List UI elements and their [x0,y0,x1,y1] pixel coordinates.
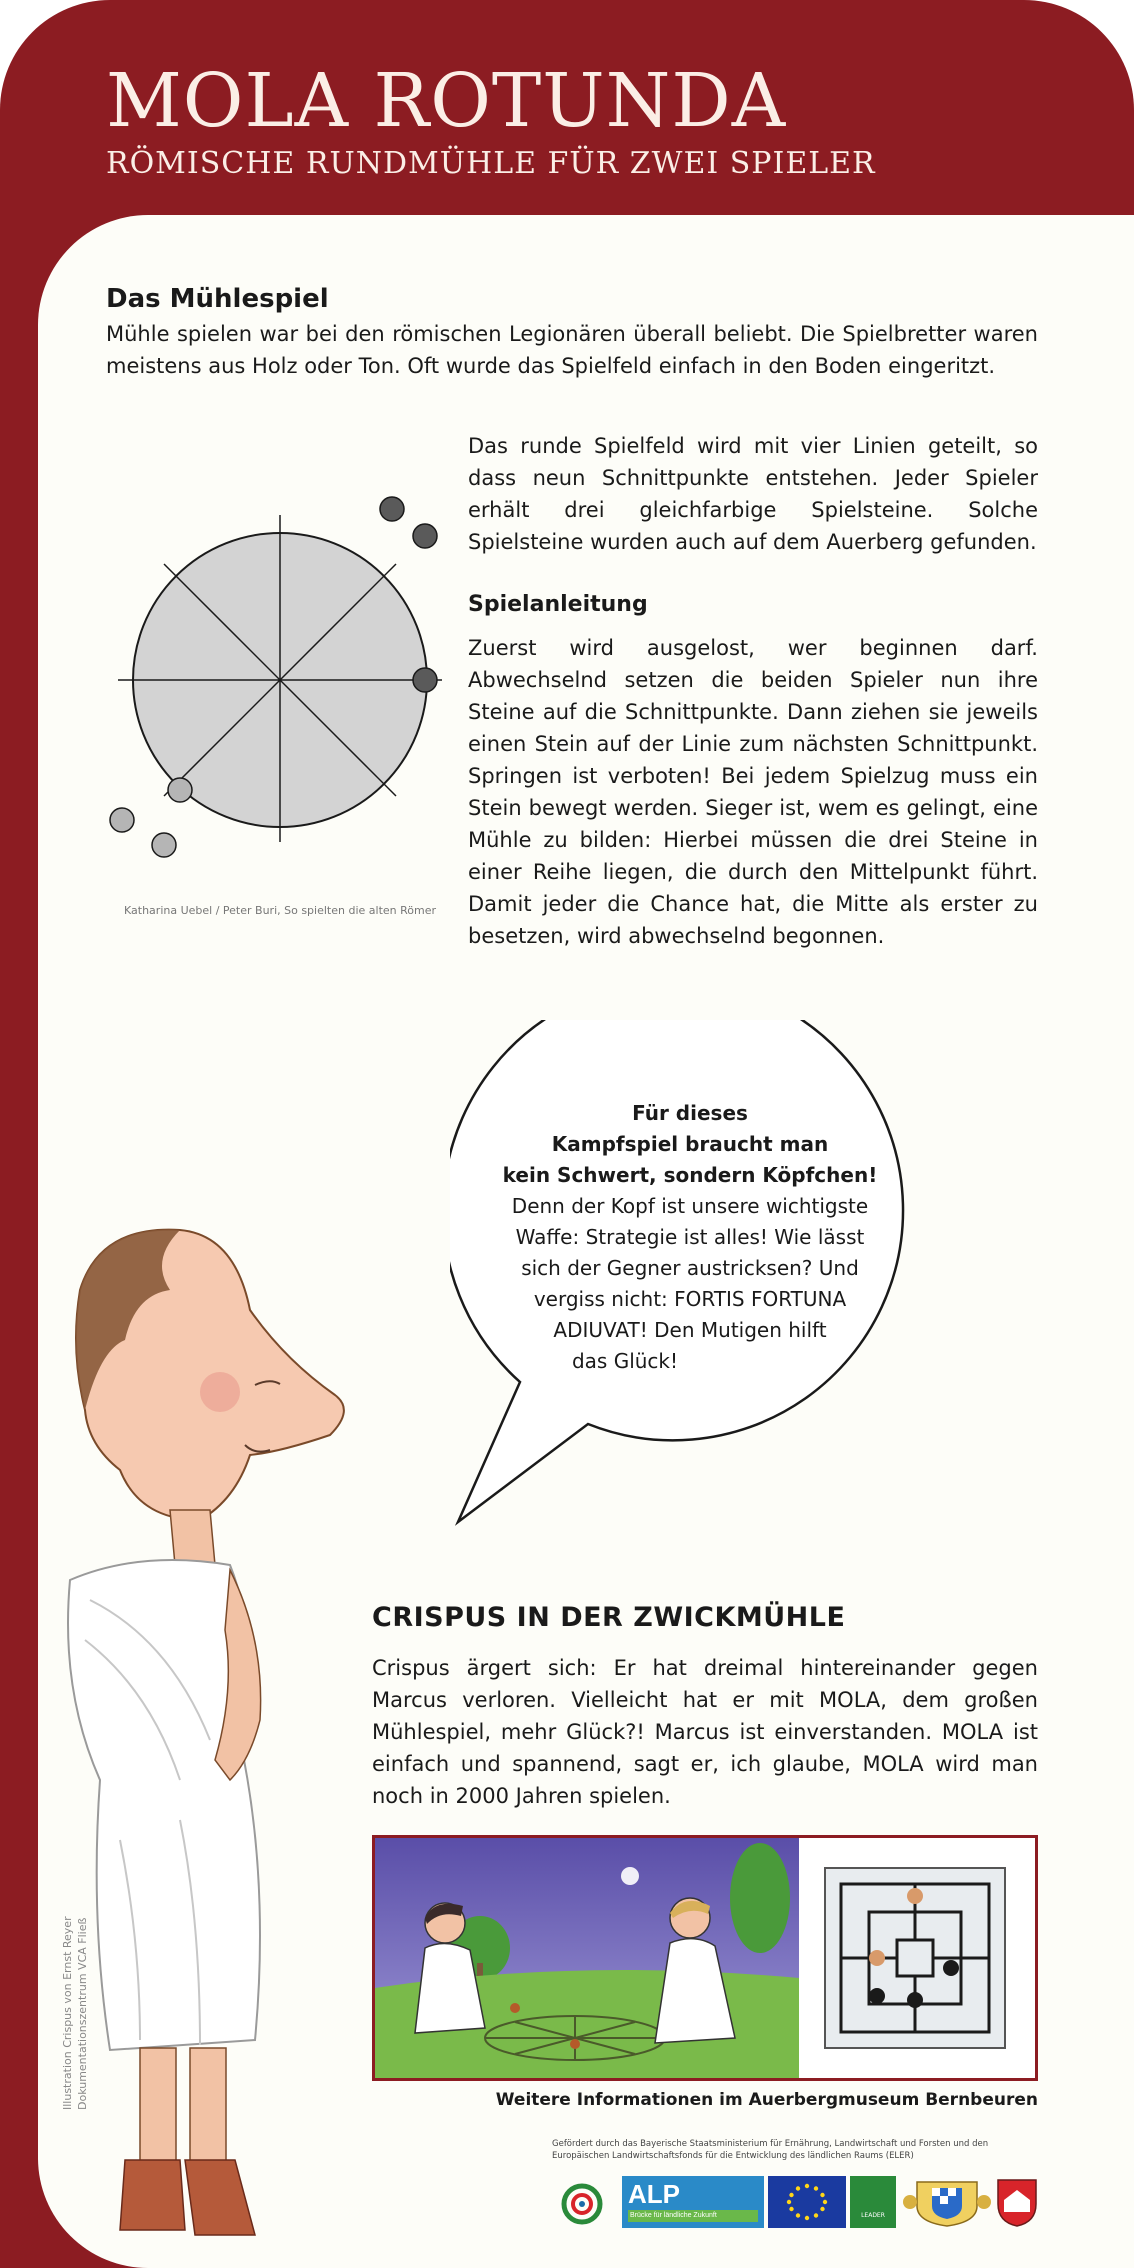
bubble-line: Denn der Kopf ist unsere wichtigste [511,1194,869,1218]
intro-heading: Das Mühlespiel [106,284,329,314]
alp-logo-label: ALP [628,2179,680,2209]
crispus-sandal [120,2160,185,2230]
bubble-line: Für dieses [632,1101,748,1125]
bubble-line: Waffe: Strategie ist alles! Wie lässt [515,1225,865,1249]
crispus-leg [190,2048,226,2168]
picture-frame [372,1835,1038,2081]
illustration-credit-line: Illustration Crispus von Ernst Reyer [61,1916,74,2110]
eu-flag-logo [768,2176,846,2228]
speech-bubble-text [480,1098,900,1377]
bubble-line: ADIUVAT! Den Mutigen hilft [553,1318,827,1342]
light-stone [110,808,134,832]
funding-note: Gefördert durch das Bayerische Staatsministerium für Ernährung, Landwirtschaft und Forsten und den Europäischen Landwirtschaftsfonds für die Entwicklung des ländlichen Raums (ELER) [552,2139,989,2161]
alp-logo [622,2176,764,2228]
leader-logo-label: LEADER [861,2212,885,2219]
bubble-line: das Glück! [571,1349,679,1373]
rules-heading: Spielanleitung [468,592,648,617]
more-info-line: Weitere Informationen im Auerbergmuseum Bernbeuren [495,2090,1038,2110]
dark-stone [413,668,437,692]
alp-logo-tagline: Brücke für ländliche Zukunft [628,2210,758,2222]
modern-mill-board-photo [801,1838,1035,2078]
bubble-line: sich der Gegner austricksen? Und [521,1256,859,1280]
dark-stone [380,497,404,521]
crispus-cheek [200,1372,240,1412]
mola-board-diagram [100,480,450,880]
leader-logo [850,2176,896,2228]
bavarian-coat-of-arms [902,2176,992,2228]
board-description: Das runde Spielfeld wird mit vier Linien geteilt, so dass neun Schnittpunkte entstehen. Jeder Spieler erhält drei gleichfarbige Spielsteine. Solche Spielsteine wurden auch auf dem Auerberg gefunden. [468,434,1038,554]
light-stone [152,833,176,857]
children-playing-illustration [375,1838,799,2078]
bubble-line: kein Schwert, sondern Köpfchen! [502,1163,878,1187]
story-heading: CRISPUS IN DER ZWICKMÜHLE [372,1602,846,1633]
illustration-credit-line: Dokumentationszentrum VCA Fließ [76,1917,89,2110]
page-title: MOLA ROTUNDA [106,58,787,144]
municipal-coat-of-arms [994,2176,1040,2228]
light-stone [168,778,192,802]
crispus-leg [140,2048,176,2168]
story-text: Crispus ärgert sich: Er hat dreimal hintereinander gegen Marcus verloren. Vielleicht hat er mit MOLA, dem großen Mühlespiel, mehr Glück?! Marcus ist einverstanden. MOLA ist einfach und spannend, sagt er, ich glaube, MOLA wird man noch in 2000 Jahren spielen. [372,1656,1038,1808]
board-caption: Katharina Uebel / Peter Buri, So spielten die alten Römer [124,904,436,917]
crispus-sandal [185,2160,255,2235]
auerbergland-logo [550,2176,612,2228]
dark-stone [413,524,437,548]
bubble-line: vergiss nicht: FORTIS FORTUNA [533,1287,847,1311]
rules-text: Zuerst wird ausgelost, wer beginnen darf. Abwechselnd setzen die beiden Spieler nun ihre Steine auf die Schnittpunkte. Dann ziehen sie jeweils einen Stein auf der Linie zum nächsten Schnittpunkt. Springen ist verboten! Bei jedem Spielzug muss ein Stein bewegt werden. Sieger ist, wem es gelingt, eine Mühle zu bilden: Hierbei müssen die drei Steine in einer Reihe liegen, die durch den Mittelpunkt führt. Damit jeder die Chance hat, die Mitte als erster zu besetzen, wird abwechselnd begonnen. [468,636,1038,948]
intro-text: Mühle spielen war bei den römischen Legionären überall beliebt. Die Spielbretter waren meistens aus Holz oder Ton. Oft wurde das Spielfeld einfach in den Boden eingeritzt. [106,322,1038,378]
bubble-line: Kampfspiel braucht man [551,1132,829,1156]
illustration-credit [60,1916,90,2110]
page-subtitle: RÖMISCHE RUNDMÜHLE FÜR ZWEI SPIELER [106,146,876,181]
